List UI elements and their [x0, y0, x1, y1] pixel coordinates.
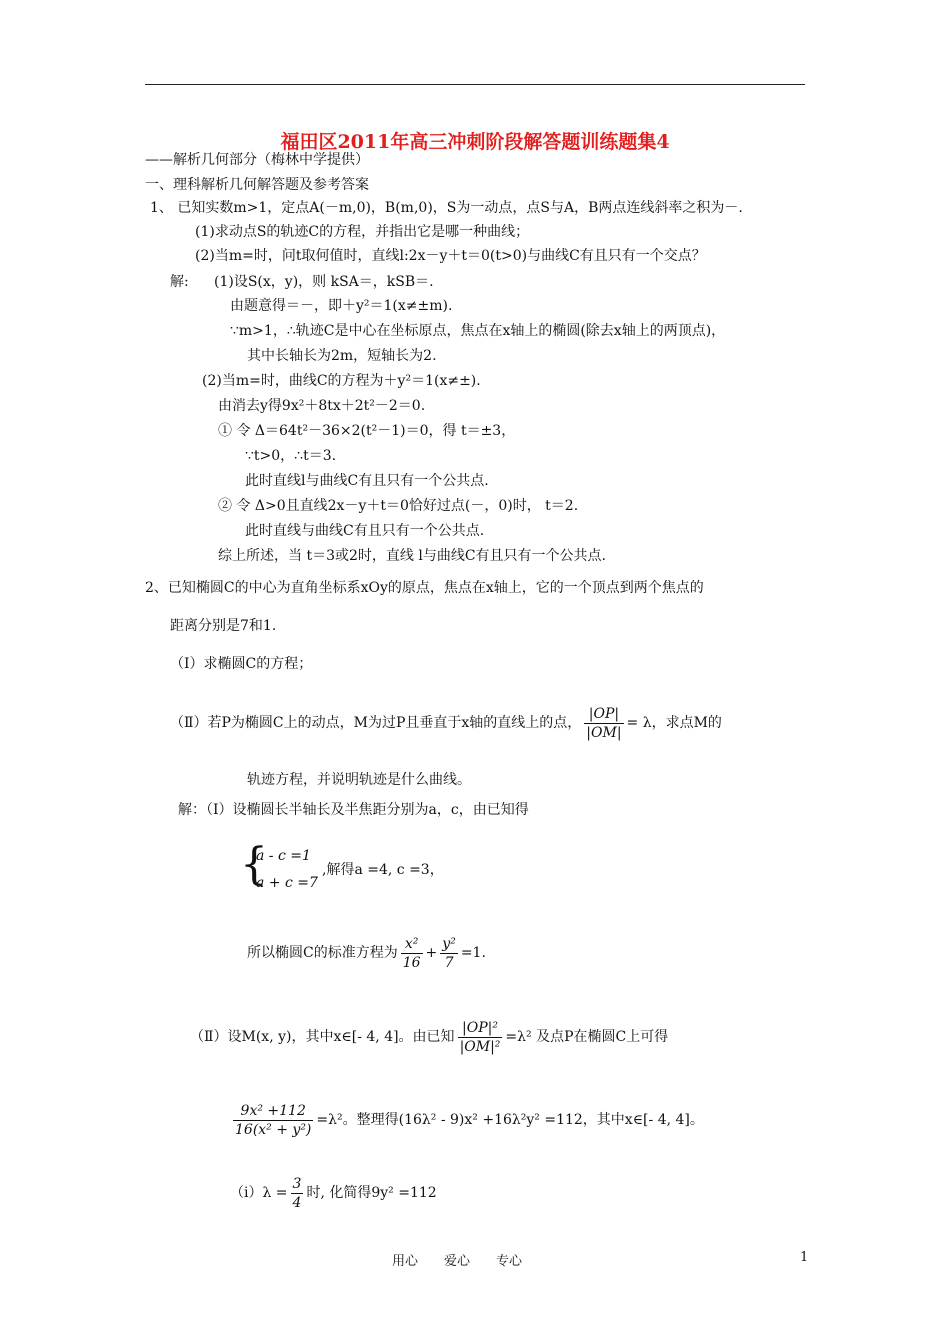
standard-equation-end: =1. — [460, 945, 486, 961]
squared-ratio-numerator: |OP|² — [458, 1019, 503, 1038]
system-equation-1: a - c =1 — [256, 848, 311, 864]
problem-2-part-2-continued: 轨迹方程，并说明轨迹是什么曲线。 — [247, 772, 471, 788]
section-heading: 一、理科解析几何解答题及参考答案 — [145, 177, 369, 193]
system-result: ,解得a =4, c =3， — [322, 862, 444, 878]
solution-1-step-5: (2)当m=时，曲线C的方程为＋y²＝1(x≠±). — [202, 373, 481, 389]
page-footer: 用心 爱心 专心 — [392, 1254, 523, 1269]
solution-2-part-2-text: （Ⅱ）设M(x, y)，其中x∈[- 4, 4]。由已知 — [190, 1029, 455, 1045]
fraction-x-denominator: 16 — [402, 954, 421, 971]
document-title: 福田区2011年高三冲刺阶段解答题训练题集4 — [280, 131, 670, 153]
fraction-x-numerator: x² — [401, 935, 423, 954]
squared-ratio-fraction — [458, 1019, 503, 1056]
standard-equation-text: 所以椭圆C的标准方程为 — [247, 945, 398, 961]
solution-1-step-9: 此时直线l与曲线C有且只有一个公共点. — [245, 473, 489, 489]
solution-1-step-1: (1)设S(x，y)，则 kSA＝，kSB＝. — [214, 274, 434, 290]
problem-2-part-2-text: （Ⅱ）若P为椭圆C上的动点，M为过P且垂直于x轴的直线上的点， — [170, 715, 582, 731]
fraction-y-numerator: y² — [442, 935, 456, 952]
solution-1-step-10: ② 令 Δ>0且直线2x－y＋t＝0恰好过点(－，0)时， t＝2. — [218, 498, 579, 514]
case-i-line — [230, 1170, 437, 1216]
problem-2-statement-a: 2、已知椭圆C的中心为直角坐标系xOy的原点，焦点在x轴上，它的一个顶点到两个焦点的 — [145, 580, 704, 596]
page-number: 1 — [800, 1250, 809, 1265]
three-quarters-numerator: 3 — [292, 1175, 302, 1192]
system-brace: { — [240, 839, 268, 890]
solution-2-part-2-text-b: =λ² 及点P在椭圆C上可得 — [505, 1029, 669, 1045]
solution-2-intro: 解：（Ⅰ）设椭圆长半轴长及半焦距分别为a，c，由已知得 — [178, 802, 529, 818]
case-i-text: （i）λ = — [230, 1185, 288, 1201]
ratio-fraction — [584, 705, 623, 742]
fraction-y-denominator: 7 — [444, 954, 454, 971]
solution-2-part-2-line — [190, 1012, 668, 1062]
three-quarters-denominator: 4 — [292, 1194, 302, 1211]
case-i-text-b: 时, 化简得9y² =112 — [306, 1185, 437, 1201]
problem-2-statement-b: 距离分别是7和1. — [170, 618, 277, 634]
solution-label: 解: — [170, 274, 189, 290]
header-rule — [145, 84, 805, 85]
solution-1-step-8: ∵t>0，∴t＝3. — [245, 448, 337, 464]
ratio-numerator: |OP| — [584, 705, 623, 724]
lambda-fraction-denominator: 16(x² + y²) — [235, 1121, 312, 1138]
problem-1-statement: 1、 已知实数m>1，定点A(－m,0)，B(m,0)，S为一动点，点S与A，B两点连线斜率之积为－. — [150, 200, 743, 216]
problem-2-part-2 — [170, 700, 722, 746]
plus-sign: + — [425, 945, 438, 961]
problem-1-part-1: (1)求动点S的轨迹C的方程，并指出它是哪一种曲线； — [195, 224, 530, 240]
solution-2-equation-text: =λ²。整理得(16λ² - 9)x² +16λ²y² =112，其中x∈[- 4, 4]。 — [316, 1112, 704, 1128]
fraction-y — [440, 935, 458, 972]
fraction-x — [401, 935, 423, 972]
system-equation-2: a + c =7 — [256, 875, 318, 891]
solution-2-equation-line — [230, 1095, 704, 1145]
solution-1-step-4: 其中长轴长为2m，短轴长为2. — [247, 348, 437, 364]
document-subtitle: ——解析几何部分（梅林中学提供） — [145, 152, 369, 168]
problem-1-part-2: (2)当m=时，问t取何值时，直线l:2x－y＋t＝0(t>0)与曲线C有且只有一个交点？ — [195, 248, 706, 264]
problem-2-part-2-text-b: = λ，求点M的 — [626, 715, 722, 731]
solution-1-step-11: 此时直线与曲线C有且只有一个公共点. — [245, 523, 485, 539]
solution-1-step-7: ① 令 Δ＝64t²－36×2(t²－1)＝0，得 t＝±3， — [218, 423, 516, 439]
standard-equation-line — [247, 930, 486, 976]
solution-1-step-3: ∵m>1，∴轨迹C是中心在坐标原点，焦点在x轴上的椭圆(除去x轴上的两顶点)， — [230, 323, 726, 339]
solution-1-step-2: 由题意得＝－，即＋y²＝1(x≠±m). — [230, 298, 453, 314]
problem-2-part-1: （Ⅰ）求椭圆C的方程； — [170, 656, 313, 672]
lambda-fraction-numerator: 9x² +112 — [233, 1102, 313, 1121]
squared-ratio-denominator: |OM|² — [459, 1038, 501, 1055]
solution-1-conclusion: 综上所述，当 t＝3或2时，直线 l与曲线C有且只有一个公共点. — [218, 548, 606, 564]
ratio-denominator: |OM| — [586, 724, 622, 741]
three-quarters-fraction — [291, 1175, 304, 1212]
solution-1-step-6: 由消去y得9x²＋8tx＋2t²－2＝0. — [218, 398, 426, 414]
lambda-fraction — [233, 1102, 313, 1139]
